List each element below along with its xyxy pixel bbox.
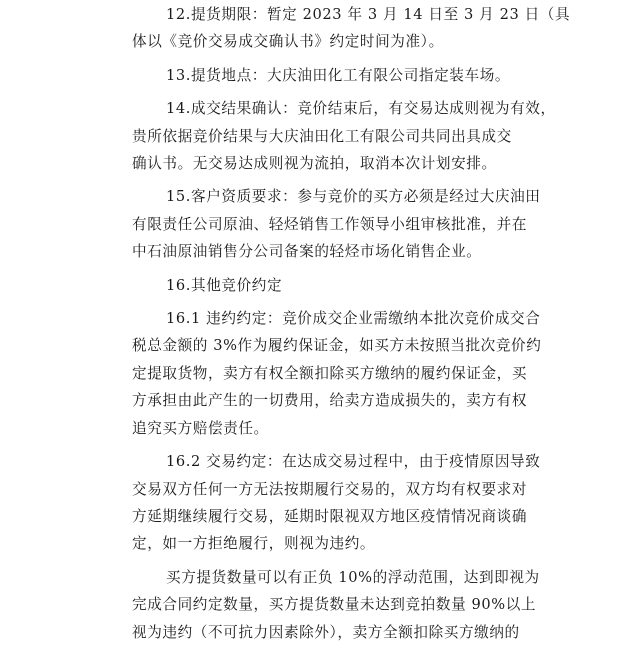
text-line: 买方提货数量可以有正负 10%的浮动范围，达到即视为 (166, 568, 540, 586)
paragraph-item-15 (132, 183, 541, 265)
text-line: 16.其他竞价约定 (166, 276, 283, 294)
document-body (132, 1, 571, 646)
text-line: 体以《竞价交易成交确认书》约定时间为准）。 (132, 33, 444, 51)
text-line: 贵所依据竞价结果与大庆油田化工有限公司共同出具成交 (132, 127, 512, 145)
paragraph-item-16-2 (132, 448, 541, 558)
text-line: 13.提货地点：大庆油田化工有限公司指定装车场。 (166, 66, 511, 84)
text-line: 方承担由此产生的一切费用，给卖方造成损失的，卖方有权 (132, 392, 528, 410)
paragraph-item-16-1 (132, 305, 542, 442)
text-line: 15.客户资质要求：参与竞价的买方必须是经过大庆油田 (166, 188, 541, 206)
text-line: 交易双方任何一方无法按期履行交易的，双方均有权要求对 (132, 480, 528, 498)
text-line: 定提取货物，卖方有权全额扣除买方缴纳的履约保证金，买 (132, 364, 528, 382)
text-line: 方延期继续履行交易，延期时限视双方地区疫情情况商谈确 (132, 507, 528, 525)
paragraph-item-12 (132, 1, 571, 56)
text-line: 税总金额的 3%作为履约保证金，如买方未按照当批次竞价约 (132, 337, 542, 355)
text-line: 14.成交结果确认：竞价结束后，有交易达成则视为有效， (166, 100, 556, 118)
text-line: 追究买方赔偿责任。 (132, 419, 269, 437)
text-line: 中石油原油销售分公司备案的轻烃市场化销售企业。 (132, 243, 482, 261)
paragraph-item-13 (132, 62, 529, 89)
text-line: 视为违约（不可抗力因素除外），卖方全额扣除买方缴纳的 (132, 623, 520, 641)
document-page (0, 1, 634, 641)
text-line: 12.提货期限：暂定 2023 年 3 月 14 日至 3 月 23 日（具 (166, 6, 571, 23)
text-line: 确认书。无交易达成则视为流拍，取消本次计划安排。 (132, 155, 497, 173)
paragraph-item-16 (132, 272, 529, 299)
paragraph-item-16-2-b (132, 564, 540, 646)
text-line: 定，如一方拒绝履行，则视为违约。 (132, 535, 376, 553)
text-line: 有限责任公司原油、轻烃销售工作领导小组审核批准，并在 (132, 215, 528, 233)
paragraph-item-14 (132, 95, 556, 177)
text-line: 完成合同约定数量，买方提货数量未达到竞拍数量 90%以上 (132, 596, 537, 614)
text-line: 16.2 交易约定：在达成交易过程中，由于疫情原因导致 (166, 453, 541, 471)
text-line: 16.1 违约约定：竞价成交企业需缴纳本批次竞价成交合 (166, 310, 541, 328)
